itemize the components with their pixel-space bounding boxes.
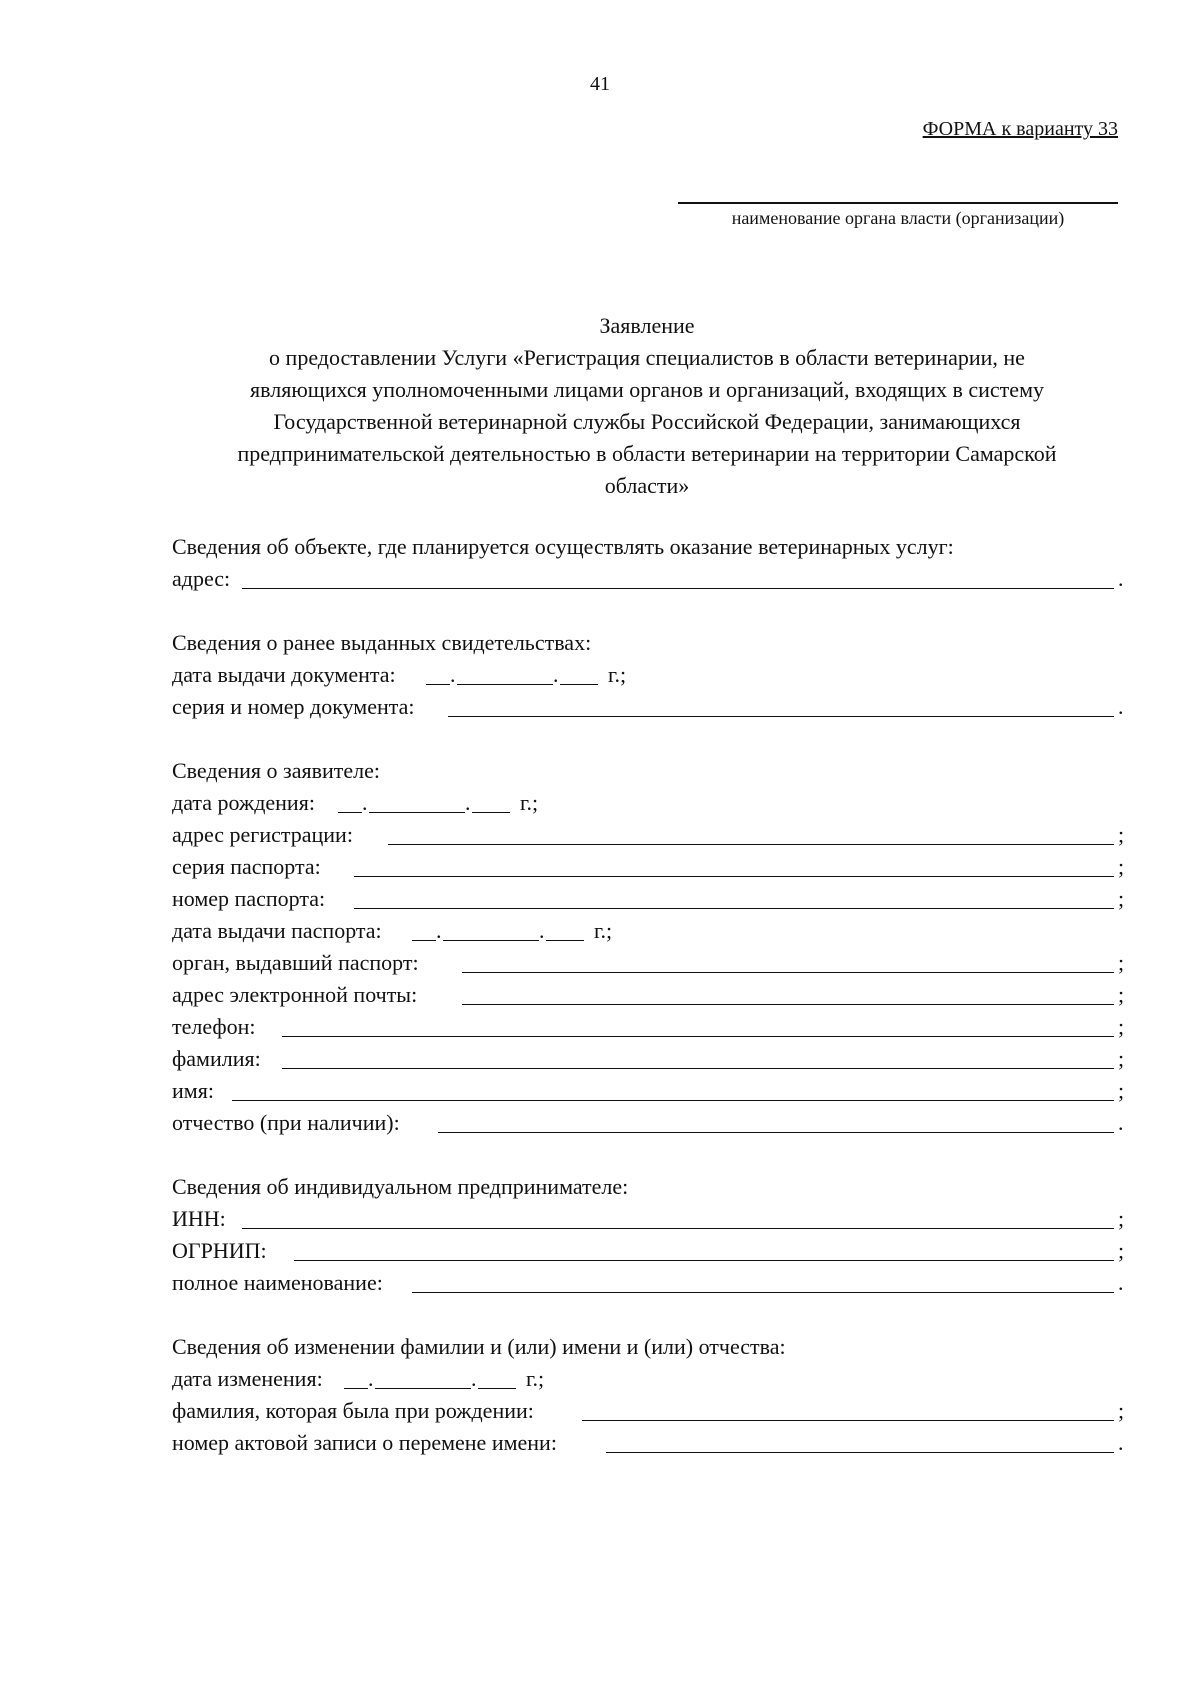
email-field[interactable]: [462, 1004, 1114, 1005]
applicant-heading: Сведения о заявителе:: [172, 758, 381, 783]
title-line: области»: [604, 473, 690, 498]
passport-series-field[interactable]: [354, 876, 1114, 877]
record-number-row: [172, 1427, 1132, 1459]
reg-address-row: [172, 819, 1132, 851]
full-name-field[interactable]: [412, 1292, 1114, 1293]
date-dot: .: [368, 1366, 374, 1391]
row-end-mark: .: [1118, 1270, 1124, 1295]
row-end-mark: ;: [1118, 1078, 1125, 1103]
title-line: Государственной ветеринарной службы Российской Федерации, занимающихся: [273, 409, 1021, 434]
title-line: о предоставлении Услуги «Регистрация специалистов в области ветеринарии, не: [269, 345, 1025, 370]
row-end-mark: ;: [1118, 854, 1125, 879]
issue-day-field[interactable]: [426, 684, 450, 685]
row-end-mark: ;: [1118, 982, 1125, 1007]
certificate-issue-date-row: [172, 659, 1132, 691]
email-label: адрес электронной почты:: [172, 982, 418, 1007]
record-number-field[interactable]: [606, 1452, 1114, 1453]
row-end-mark: ;: [1118, 886, 1125, 911]
object-address-row: [172, 563, 1132, 595]
ogrnip-row: [172, 1235, 1132, 1267]
inn-label: ИНН:: [172, 1206, 226, 1231]
row-end-mark: ;: [1118, 1014, 1125, 1039]
inn-field[interactable]: [242, 1228, 1114, 1229]
passport-date-label: дата выдачи паспорта:: [172, 918, 382, 943]
reg-address-label: адрес регистрации:: [172, 822, 353, 847]
date-dot: .: [436, 918, 442, 943]
issue-date-label: дата выдачи документа:: [172, 662, 396, 687]
passport-year-field[interactable]: [546, 940, 584, 941]
surname-row: [172, 1043, 1132, 1075]
certificates-heading: Сведения о ранее выданных свидетельствах:: [172, 630, 592, 655]
row-end-mark: ;: [1118, 1046, 1125, 1071]
phone-label: телефон:: [172, 1014, 256, 1039]
year-suffix: г.;: [520, 790, 539, 815]
ogrnip-field[interactable]: [294, 1260, 1114, 1261]
full-name-label: полное наименование:: [172, 1270, 383, 1295]
row-end-mark: ;: [1118, 950, 1125, 975]
surname-label: фамилия:: [172, 1046, 261, 1071]
name-change-heading: Сведения об изменении фамилии и (или) имени и (или) отчества:: [172, 1334, 786, 1359]
phone-field[interactable]: [282, 1036, 1114, 1037]
full-name-row: [172, 1267, 1132, 1299]
phone-row: [172, 1011, 1132, 1043]
form-reference: ФОРМА к варианту 33: [922, 118, 1118, 140]
page-number: 41: [590, 73, 610, 95]
birth-date-label: дата рождения:: [172, 790, 315, 815]
birth-surname-label: фамилия, которая была при рождении:: [172, 1398, 534, 1423]
title-line: Заявление: [599, 313, 695, 338]
passport-month-field[interactable]: [443, 940, 539, 941]
birth-month-field[interactable]: [369, 812, 465, 813]
row-end-mark: ;: [1118, 1398, 1125, 1423]
passport-date-row: [172, 915, 1132, 947]
passport-series-row: [172, 851, 1132, 883]
row-end-mark: ;: [1118, 822, 1125, 847]
patronymic-label: отчество (при наличии):: [172, 1110, 400, 1135]
date-dot: .: [465, 790, 471, 815]
object-heading: Сведения об объекте, где планируется осуществлять оказание ветеринарных услуг:: [172, 534, 954, 559]
row-end-mark: .: [1118, 694, 1124, 719]
series-number-label: серия и номер документа:: [172, 694, 415, 719]
birth-date-row: [172, 787, 1132, 819]
row-end-mark: .: [1118, 1430, 1124, 1455]
passport-issuer-label: орган, выдавший паспорт:: [172, 950, 419, 975]
passport-number-field[interactable]: [354, 908, 1114, 909]
reg-address-field[interactable]: [388, 844, 1114, 845]
change-date-row: [172, 1363, 1132, 1395]
passport-day-field[interactable]: [412, 940, 436, 941]
certificate-series-row: [172, 691, 1132, 723]
date-dot: .: [471, 1366, 477, 1391]
inn-row: [172, 1203, 1132, 1235]
row-end-mark: .: [1118, 1110, 1124, 1135]
name-field[interactable]: [232, 1100, 1114, 1101]
issue-year-field[interactable]: [560, 684, 598, 685]
change-day-field[interactable]: [344, 1388, 368, 1389]
passport-issuer-field[interactable]: [462, 972, 1114, 973]
title-line: предпринимательской деятельностью в области ветеринарии на территории Самарской: [237, 441, 1057, 466]
date-dot: .: [539, 918, 545, 943]
birth-day-field[interactable]: [338, 812, 362, 813]
change-year-field[interactable]: [478, 1388, 516, 1389]
authority-caption: наименование органа власти (организации): [731, 208, 1065, 228]
name-label: имя:: [172, 1078, 214, 1103]
ogrnip-label: ОГРНИП:: [172, 1238, 267, 1263]
date-dot: .: [362, 790, 368, 815]
authority-name-field[interactable]: [678, 202, 1118, 204]
series-number-field[interactable]: [448, 716, 1114, 717]
patronymic-row: [172, 1107, 1132, 1139]
record-number-label: номер актовой записи о перемене имени:: [172, 1430, 557, 1455]
passport-series-label: серия паспорта:: [172, 854, 321, 879]
passport-issuer-row: [172, 947, 1132, 979]
row-end-mark: .: [1118, 566, 1124, 591]
surname-field[interactable]: [282, 1068, 1114, 1069]
issue-month-field[interactable]: [457, 684, 553, 685]
date-dot: .: [553, 662, 559, 687]
year-suffix: г.;: [594, 918, 613, 943]
row-end-mark: ;: [1118, 1206, 1125, 1231]
passport-number-row: [172, 883, 1132, 915]
birth-surname-field[interactable]: [582, 1420, 1114, 1421]
entrepreneur-heading: Сведения об индивидуальном предпринимателе:: [172, 1174, 629, 1199]
title-line: являющихся уполномоченными лицами органов и организаций, входящих в систему: [250, 377, 1044, 402]
row-end-mark: ;: [1118, 1238, 1125, 1263]
name-row: [172, 1075, 1132, 1107]
patronymic-field[interactable]: [438, 1132, 1114, 1133]
email-row: [172, 979, 1132, 1011]
year-suffix: г.;: [608, 662, 627, 687]
year-suffix: г.;: [526, 1366, 545, 1391]
birth-year-field[interactable]: [472, 812, 510, 813]
document-title: [172, 310, 1122, 502]
change-month-field[interactable]: [375, 1388, 471, 1389]
date-dot: .: [450, 662, 456, 687]
object-address-field[interactable]: [242, 588, 1114, 589]
passport-number-label: номер паспорта:: [172, 886, 326, 911]
birth-surname-row: [172, 1395, 1132, 1427]
address-label: адрес:: [172, 566, 231, 591]
change-date-label: дата изменения:: [172, 1366, 323, 1391]
